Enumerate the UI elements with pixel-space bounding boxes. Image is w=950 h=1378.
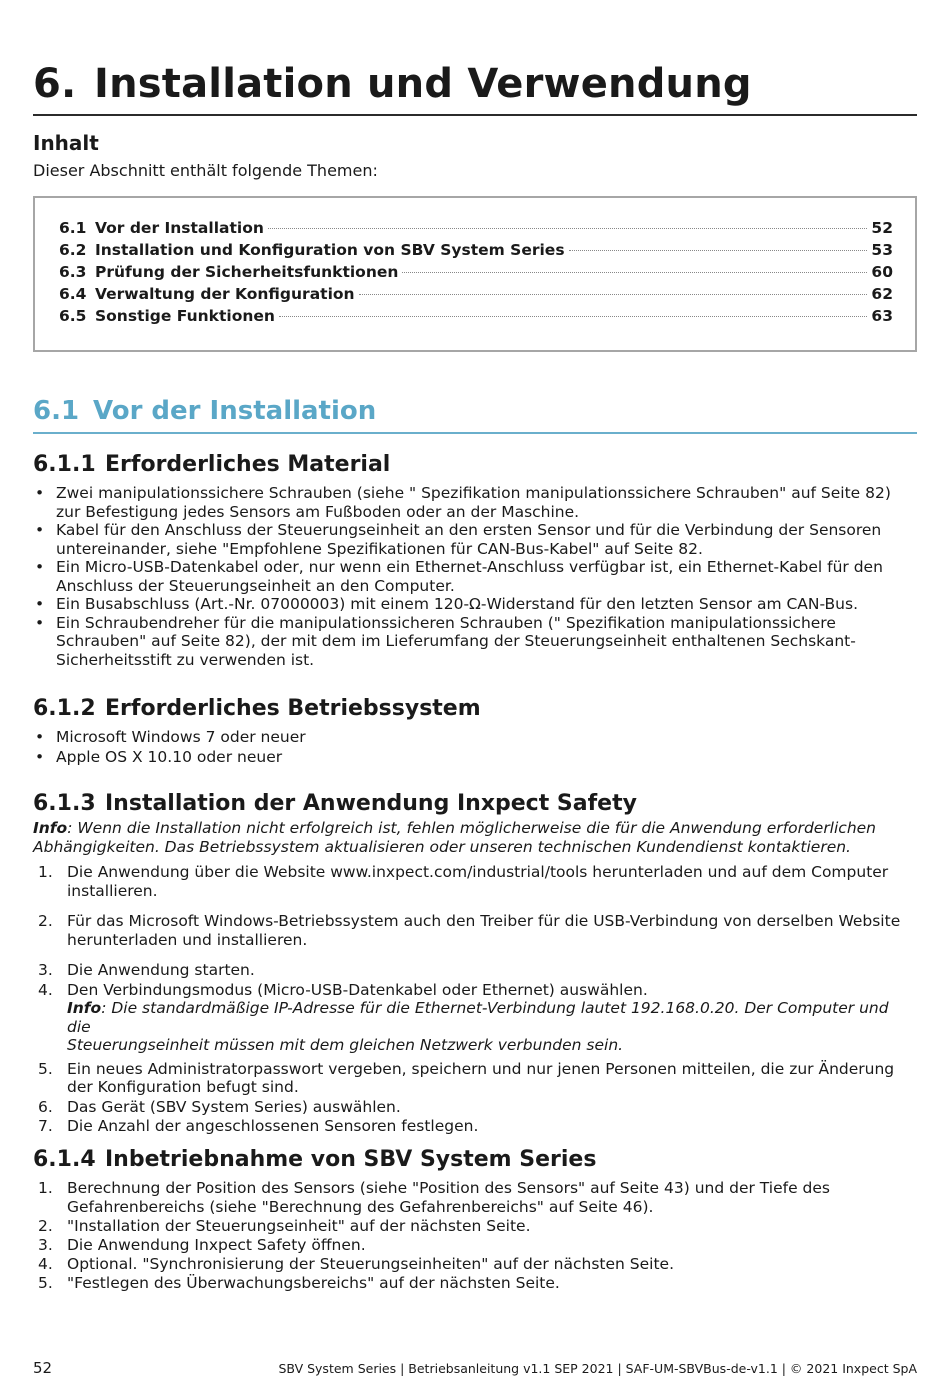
info-text-line: Abhängigkeiten. Das Betriebssystem aktualisieren oder unseren technischen Kundendienst kontaktieren. bbox=[33, 837, 851, 856]
list-item bbox=[33, 1060, 917, 1097]
section-title-text: Vor der Installation bbox=[93, 396, 377, 426]
step-line: Die Anzahl der angeschlossenen Sensoren festlegen. bbox=[67, 1117, 479, 1135]
subsection-title: Inbetriebnahme von SBV System Series bbox=[105, 1147, 597, 1172]
step-number: 3. bbox=[38, 1236, 53, 1254]
list-item-line: Ein Micro-USB-Datenkabel oder, nur wenn ein Ethernet-Anschluss verfügbar ist, ein Ethernet-Kabel für den bbox=[56, 558, 883, 576]
toc-entry-number: 6.2 bbox=[59, 241, 87, 259]
list-item bbox=[33, 484, 917, 521]
toc-entry-number: 6.1 bbox=[59, 219, 87, 237]
list-item bbox=[33, 728, 917, 748]
subsection-heading-operating-system bbox=[33, 695, 481, 723]
step-number: 5. bbox=[38, 1274, 53, 1292]
toc-leader-dots bbox=[268, 228, 868, 229]
subsection-title: Erforderliches Betriebssystem bbox=[105, 696, 481, 721]
step-number: 6. bbox=[38, 1097, 53, 1116]
info-text-line: Steuerungseinheit müssen mit dem gleichen Netzwerk verbunden sein. bbox=[67, 1036, 624, 1054]
step-line: Für das Microsoft Windows-Betriebssystem auch den Treiber für die USB-Verbindung von derselben Website bbox=[67, 912, 901, 930]
toc-entry[interactable] bbox=[59, 285, 893, 305]
info-label: Info bbox=[33, 819, 68, 837]
step-line: "Festlegen des Überwachungsbereichs" auf der nächsten Seite. bbox=[67, 1274, 560, 1292]
list-item bbox=[33, 595, 917, 614]
section-title bbox=[33, 393, 917, 434]
list-item bbox=[33, 1255, 917, 1274]
list-item-line: Kabel für den Anschluss der Steuerungseinheit an den ersten Sensor und für die Verbindung der Sensoren bbox=[56, 521, 882, 539]
toc-entry-number: 6.5 bbox=[59, 307, 87, 325]
chapter-title bbox=[33, 58, 917, 116]
list-item bbox=[33, 1274, 917, 1293]
list-item bbox=[33, 1179, 917, 1217]
step-number: 4. bbox=[38, 980, 53, 999]
list-item-line: Schrauben" auf Seite 82), der mit dem im Lieferumfang der Steuerungseinheit enthaltenen Sechskant- bbox=[56, 632, 856, 650]
step-line: Ein neues Administratorpasswort vergeben, speichern und nur jenen Personen mitteilen, die zur Änderung bbox=[67, 1059, 895, 1078]
step-number: 5. bbox=[38, 1059, 53, 1078]
step-line: Den Verbindungsmodus (Micro-USB-Datenkabel oder Ethernet) auswählen. bbox=[67, 980, 648, 999]
bullet-icon: • bbox=[35, 613, 45, 632]
list-item-line: Anschluss der Steuerungseinheit an den Computer. bbox=[56, 576, 455, 595]
step-line: Die Anwendung Inxpect Safety öffnen. bbox=[67, 1236, 366, 1254]
info-label: Info bbox=[67, 999, 102, 1017]
step-line: "Installation der Steuerungseinheit" auf der nächsten Seite. bbox=[67, 1217, 531, 1235]
subsection-number: 6.1.4 bbox=[33, 1147, 96, 1172]
toc-entry[interactable] bbox=[59, 241, 893, 261]
subsection-title: Installation der Anwendung Inxpect Safety bbox=[105, 791, 637, 816]
list-item bbox=[33, 961, 917, 980]
toc-entry-page: 62 bbox=[871, 285, 893, 303]
toc-leader-dots bbox=[359, 294, 868, 295]
toc-entry-title: Vor der Installation bbox=[95, 219, 264, 237]
step-line: der Konfiguration befugt sind. bbox=[67, 1078, 299, 1096]
toc-entry-page: 60 bbox=[871, 263, 893, 281]
step-number: 1. bbox=[38, 863, 53, 881]
commissioning-steps-list bbox=[33, 1179, 917, 1293]
list-item-line: Ein Schraubendreher für die manipulationssicheren Schrauben (" Spezifikation manipulationssichere bbox=[56, 613, 836, 632]
step-number: 7. bbox=[38, 1117, 53, 1135]
contents-intro: Dieser Abschnitt enthält folgende Themen: bbox=[33, 161, 378, 180]
contents-heading: Inhalt bbox=[33, 131, 99, 155]
bullet-icon: • bbox=[35, 521, 45, 539]
toc-entry[interactable] bbox=[59, 219, 893, 239]
step-line: Das Gerät (SBV System Series) auswählen. bbox=[67, 1097, 401, 1116]
bullet-icon: • bbox=[35, 558, 45, 576]
toc-entry-page: 63 bbox=[871, 307, 893, 325]
subsection-number: 6.1.1 bbox=[33, 452, 96, 477]
list-item-line: Zwei manipulationssichere Schrauben (siehe " Spezifikation manipulationssichere Schrauben" auf Seite 82) bbox=[56, 484, 891, 502]
list-item-line: zur Befestigung jedes Sensors am Fußboden oder an der Maschine. bbox=[56, 502, 580, 521]
subsection-heading-install-app bbox=[33, 790, 637, 818]
list-item bbox=[33, 558, 917, 595]
subsection-number: 6.1.2 bbox=[33, 696, 96, 721]
list-item bbox=[33, 1117, 917, 1136]
list-item bbox=[33, 614, 917, 670]
list-item-line: untereinander, siehe "Empfohlene Spezifikationen für CAN-Bus-Kabel" auf Seite 82. bbox=[56, 539, 703, 558]
step-number: 2. bbox=[38, 1217, 53, 1235]
step-line: installieren. bbox=[67, 881, 158, 900]
chapter-title-text: Installation und Verwendung bbox=[94, 61, 752, 107]
section-number: 6.1 bbox=[33, 396, 80, 426]
list-item-line: Sicherheitsstift zu verwenden ist. bbox=[56, 650, 315, 669]
step-line: Optional. "Synchronisierung der Steuerungseinheiten" auf der nächsten Seite. bbox=[67, 1255, 675, 1273]
info-text-line: : Wenn die Installation nicht erfolgreich ist, fehlen möglicherweise die für die Anwendung erforderlichen bbox=[67, 819, 877, 837]
toc-entry-title: Installation und Konfiguration von SBV System Series bbox=[95, 241, 565, 259]
required-material-list bbox=[33, 484, 917, 669]
subsection-title: Erforderliches Material bbox=[105, 452, 391, 477]
toc-leader-dots bbox=[279, 316, 867, 317]
toc-entry[interactable] bbox=[59, 263, 893, 283]
step-number: 2. bbox=[38, 912, 53, 930]
toc-entry-page: 52 bbox=[871, 219, 893, 237]
info-text-line: : Die standardmäßige IP-Adresse für die Ethernet-Verbindung lautet 192.168.0.20. Der Computer und die bbox=[67, 999, 889, 1036]
footer-text: SBV System Series | Betriebsanleitung v1.1 SEP 2021 | SAF-UM-SBVBus-de-v1.1 | © 2021 Inxpect SpA bbox=[278, 1361, 917, 1376]
subsection-heading-required-material bbox=[33, 451, 390, 479]
bullet-icon: • bbox=[35, 747, 45, 766]
chapter-number: 6. bbox=[33, 61, 77, 107]
list-item bbox=[33, 981, 917, 1055]
toc-entry-title: Verwaltung der Konfiguration bbox=[95, 285, 355, 303]
list-item bbox=[33, 1217, 917, 1236]
toc-entry-title: Prüfung der Sicherheitsfunktionen bbox=[95, 263, 399, 281]
list-item bbox=[33, 521, 917, 558]
bullet-icon: • bbox=[35, 595, 45, 613]
toc-leader-dots bbox=[569, 250, 868, 251]
install-steps-list bbox=[33, 863, 917, 1136]
list-item bbox=[33, 1236, 917, 1255]
toc-entry-number: 6.3 bbox=[59, 263, 87, 281]
list-item bbox=[33, 863, 917, 900]
list-item-line: Apple OS X 10.10 oder neuer bbox=[56, 747, 283, 766]
bullet-icon: • bbox=[35, 484, 45, 502]
toc-entry-title: Sonstige Funktionen bbox=[95, 307, 275, 325]
list-item-line: Microsoft Windows 7 oder neuer bbox=[56, 728, 306, 746]
bullet-icon: • bbox=[35, 728, 45, 746]
step-number: 4. bbox=[38, 1255, 53, 1273]
list-item bbox=[33, 912, 917, 949]
toc-entry[interactable] bbox=[59, 307, 893, 327]
step-line: Die Anwendung starten. bbox=[67, 961, 255, 979]
step-number: 3. bbox=[38, 961, 53, 979]
info-note bbox=[33, 819, 917, 856]
operating-system-list bbox=[33, 728, 917, 767]
step-number: 1. bbox=[38, 1179, 53, 1197]
step-line: Die Anwendung über die Website www.inxpect.com/industrial/tools herunterladen und auf dem Computer bbox=[67, 863, 889, 881]
step-line: Gefahrenbereichs (siehe "Berechnung des Gefahrenbereichs" auf Seite 46). bbox=[67, 1198, 654, 1216]
list-item-line: Ein Busabschluss (Art.-Nr. 07000003) mit einem 120-Ω-Widerstand für den letzten Sensor am CAN-Bus. bbox=[56, 595, 858, 613]
table-of-contents bbox=[33, 196, 917, 352]
info-note bbox=[67, 999, 889, 1054]
subsection-number: 6.1.3 bbox=[33, 791, 96, 816]
toc-entry-page: 53 bbox=[871, 241, 893, 259]
list-item bbox=[33, 748, 917, 768]
step-line: herunterladen und installieren. bbox=[67, 930, 308, 949]
footer-page-number: 52 bbox=[33, 1359, 53, 1377]
toc-entry-number: 6.4 bbox=[59, 285, 87, 303]
list-item bbox=[33, 1098, 917, 1117]
step-line: Berechnung der Position des Sensors (siehe "Position des Sensors" auf Seite 43) und der Tiefe des bbox=[67, 1179, 830, 1197]
toc-leader-dots bbox=[402, 272, 867, 273]
subsection-heading-commissioning bbox=[33, 1146, 596, 1174]
